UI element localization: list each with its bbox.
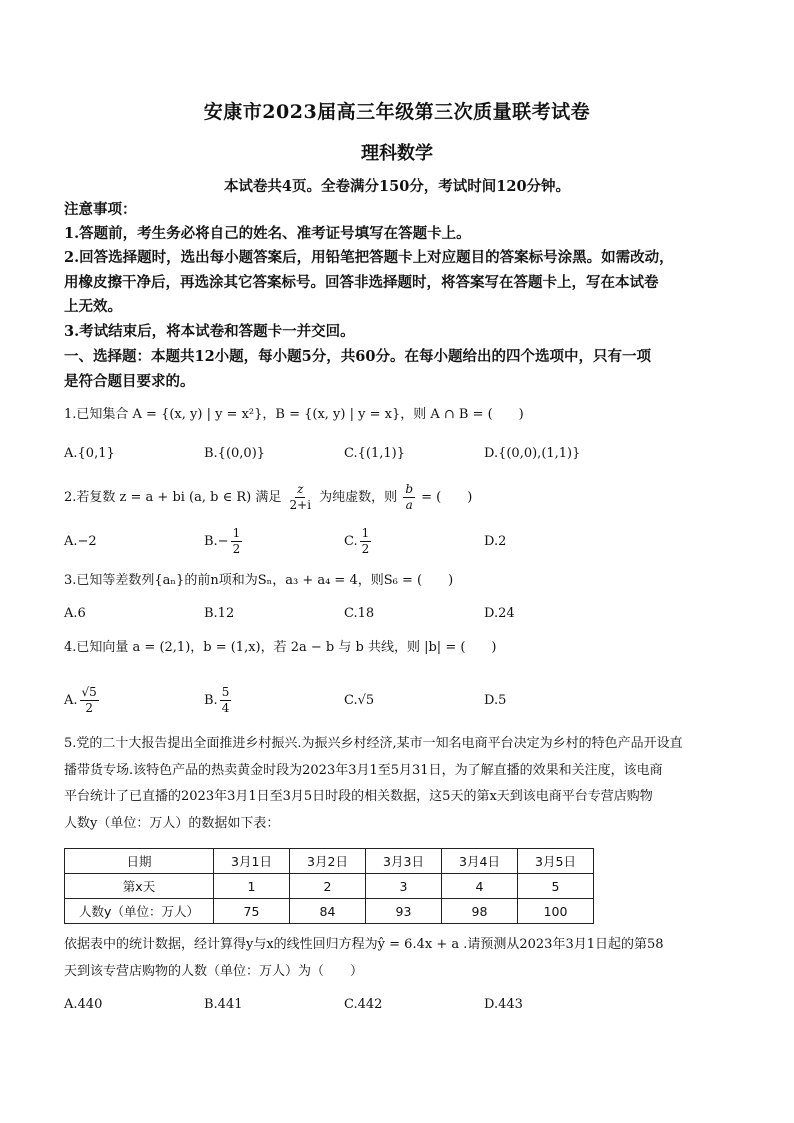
- q5-line-2: 播带货专场.该特色产品的热卖黄金时段为2023年3月1至5月31日，为了解直播的效果和关注度，该电商: [64, 762, 663, 778]
- q4-option-a-den: 2: [85, 701, 93, 715]
- q5-option-a: A.440: [64, 997, 103, 1012]
- q5-line-4: 人数y（单位：万人）的数据如下表：: [64, 815, 280, 831]
- q4-option-b-num: 5: [221, 685, 230, 699]
- section-1-line-2: 是符合题目要求的。: [64, 373, 195, 390]
- q5-option-b: B.441: [204, 997, 243, 1012]
- q4-option-b-den: 4: [221, 701, 230, 715]
- q5-line-1: 5.党的二十大报告提出全面推进乡村振兴.为振兴乡村经济,某市一知名电商平台决定为乡村的特色产品开设直: [64, 736, 683, 751]
- table-row: [65, 849, 594, 874]
- q2-option-d: D.2: [484, 534, 507, 549]
- table-row-label: 日期: [65, 849, 214, 874]
- section-1-line-1: 一、选择题：本题共12小题，每小题5分，共60分。在每小题给出的四个选项中，只有一项: [64, 348, 651, 365]
- q4-option-b-prefix: B.: [204, 693, 218, 708]
- q3-option-d: D.24: [484, 606, 515, 621]
- q2-option-c-num: 1: [361, 526, 370, 540]
- q5-line-3: 平台统计了已直播的2023年3月1日至3月5日时段的相关数据，这5天的第x天到该电商平台专营店购物: [64, 789, 653, 804]
- table-row: [65, 899, 594, 924]
- q2-option-b-fraction: [231, 526, 243, 557]
- q2-middle: 为纯虚数，则: [319, 490, 398, 505]
- table-cell: 3月5日: [518, 849, 594, 874]
- subject-title: 理科数学: [361, 143, 433, 164]
- q5-option-d: D.443: [484, 997, 523, 1012]
- q2-frac-num: z: [297, 482, 304, 496]
- q2-option-b-prefix: B.−: [204, 534, 229, 549]
- question-1-stem: 1.已知集合 A = {(x, y) | y = x²}，B = {(x, y) | y = x}，则 A ∩ B = ( ): [64, 407, 524, 422]
- table-cell: 93: [366, 899, 442, 924]
- table-cell: 3月2日: [290, 849, 366, 874]
- table-cell: 4: [442, 874, 518, 899]
- q3-option-a: A.6: [64, 606, 86, 621]
- table-cell: 100: [518, 899, 594, 924]
- q2-option-c-den: 2: [361, 542, 370, 556]
- q2-fraction-z: [288, 482, 314, 513]
- data-table: [64, 848, 594, 924]
- q2-option-b-den: 2: [232, 542, 241, 556]
- q3-option-b: B.12: [204, 606, 235, 621]
- table-cell: 3月4日: [442, 849, 518, 874]
- q4-option-a-prefix: A.: [64, 693, 78, 708]
- question-2-options: [64, 524, 744, 564]
- q5-after-line-1: 依据表中的统计数据，经计算得y与x的线性回归方程为ŷ = 6.4x + a .请预测从2023年3月1日起的第58: [64, 937, 664, 952]
- question-4-options: [64, 682, 744, 724]
- q1-option-c: C.{(1,1)}: [344, 446, 405, 461]
- q3-option-c: C.18: [344, 606, 375, 621]
- q2-fraction-ba: [403, 482, 415, 513]
- table-cell: 2: [290, 874, 366, 899]
- q2-frac2-num: b: [405, 482, 414, 496]
- exam-info: 本试卷共4页。全卷满分150分，考试时间120分钟。: [223, 178, 571, 195]
- note-item-3: 3.考试结束后，将本试卷和答题卡一并交回。: [64, 323, 355, 340]
- table-row-label: 第x天: [65, 874, 214, 899]
- table-row: [65, 874, 594, 899]
- note-item-2-line-1: 2.回答选择题时，选出每小题答案后，用铅笔把答题卡上对应题目的答案标号涂黑。如需改动，: [64, 249, 674, 266]
- exam-title: 安康市2023届高三年级第三次质量联考试卷: [203, 101, 591, 123]
- question-5-stem: [64, 731, 744, 837]
- q2-frac-den: 2+i: [289, 498, 312, 512]
- q1-option-d: D.{(0,0),(1,1)}: [484, 446, 581, 461]
- note-item-2-line-3: 上无效。: [64, 298, 122, 315]
- note-item-1: 1.答题前，考生务必将自己的姓名、准考证号填写在答题卡上。: [64, 225, 471, 242]
- q4-option-a: [64, 682, 101, 720]
- q2-option-c-prefix: C.: [344, 534, 358, 549]
- table-cell: 75: [214, 899, 290, 924]
- q2-option-c-fraction: [360, 526, 372, 557]
- q4-option-c: C.√5: [344, 693, 375, 708]
- q4-option-a-num: √5: [81, 685, 97, 699]
- q4-option-b: [204, 682, 233, 720]
- table-cell: 84: [290, 899, 366, 924]
- question-3-stem: 3.已知等差数列{aₙ}的前n项和为Sₙ，a₃ + a₄ = 4，则S₆ = ( ): [64, 573, 454, 588]
- q2-suffix: = ( ): [421, 490, 473, 505]
- question-4-stem: 4.已知向量 a = (2,1)，b = (1,x)，若 2a − b 与 b 共线，则 |b| = ( ): [64, 640, 497, 655]
- q5-after-line-2: 天到该专营店购物的人数（单位：万人）为（ ）: [64, 963, 364, 979]
- q5-option-c: C.442: [344, 997, 383, 1012]
- q2-option-b: [204, 524, 244, 560]
- q1-option-b: B.{(0,0)}: [204, 446, 266, 461]
- q4-option-a-fraction: [80, 685, 99, 716]
- note-item-2-line-2: 用橡皮擦干净后，再选涂其它答案标号。回答非选择题时，将答案写在答题卡上，写在本试卷: [64, 274, 659, 291]
- q4-option-d: D.5: [484, 693, 507, 708]
- q2-prefix: 2.若复数 z = a + bi (a, b ∈ R) 满足: [64, 490, 282, 505]
- question-5-options: [64, 997, 744, 1021]
- table-cell: 3月1日: [214, 849, 290, 874]
- table-cell: 1: [214, 874, 290, 899]
- table-row-label: 人数y（单位：万人）: [65, 899, 214, 924]
- notes-heading: 注意事项：: [64, 201, 137, 218]
- question-3-options: [64, 606, 744, 630]
- question-1-options: [64, 446, 744, 470]
- table-cell: 5: [518, 874, 594, 899]
- q2-option-c: [344, 524, 373, 560]
- table-cell: 3: [366, 874, 442, 899]
- q1-option-a: A.{0,1}: [64, 446, 115, 461]
- q4-option-b-fraction: [220, 685, 232, 716]
- table-cell: 3月3日: [366, 849, 442, 874]
- q2-option-a: A.−2: [64, 534, 97, 549]
- q2-option-b-num: 1: [232, 526, 241, 540]
- question-5-continuation: [64, 932, 744, 985]
- question-2-stem: [64, 479, 744, 517]
- table-cell: 98: [442, 899, 518, 924]
- q2-frac2-den: a: [405, 498, 413, 512]
